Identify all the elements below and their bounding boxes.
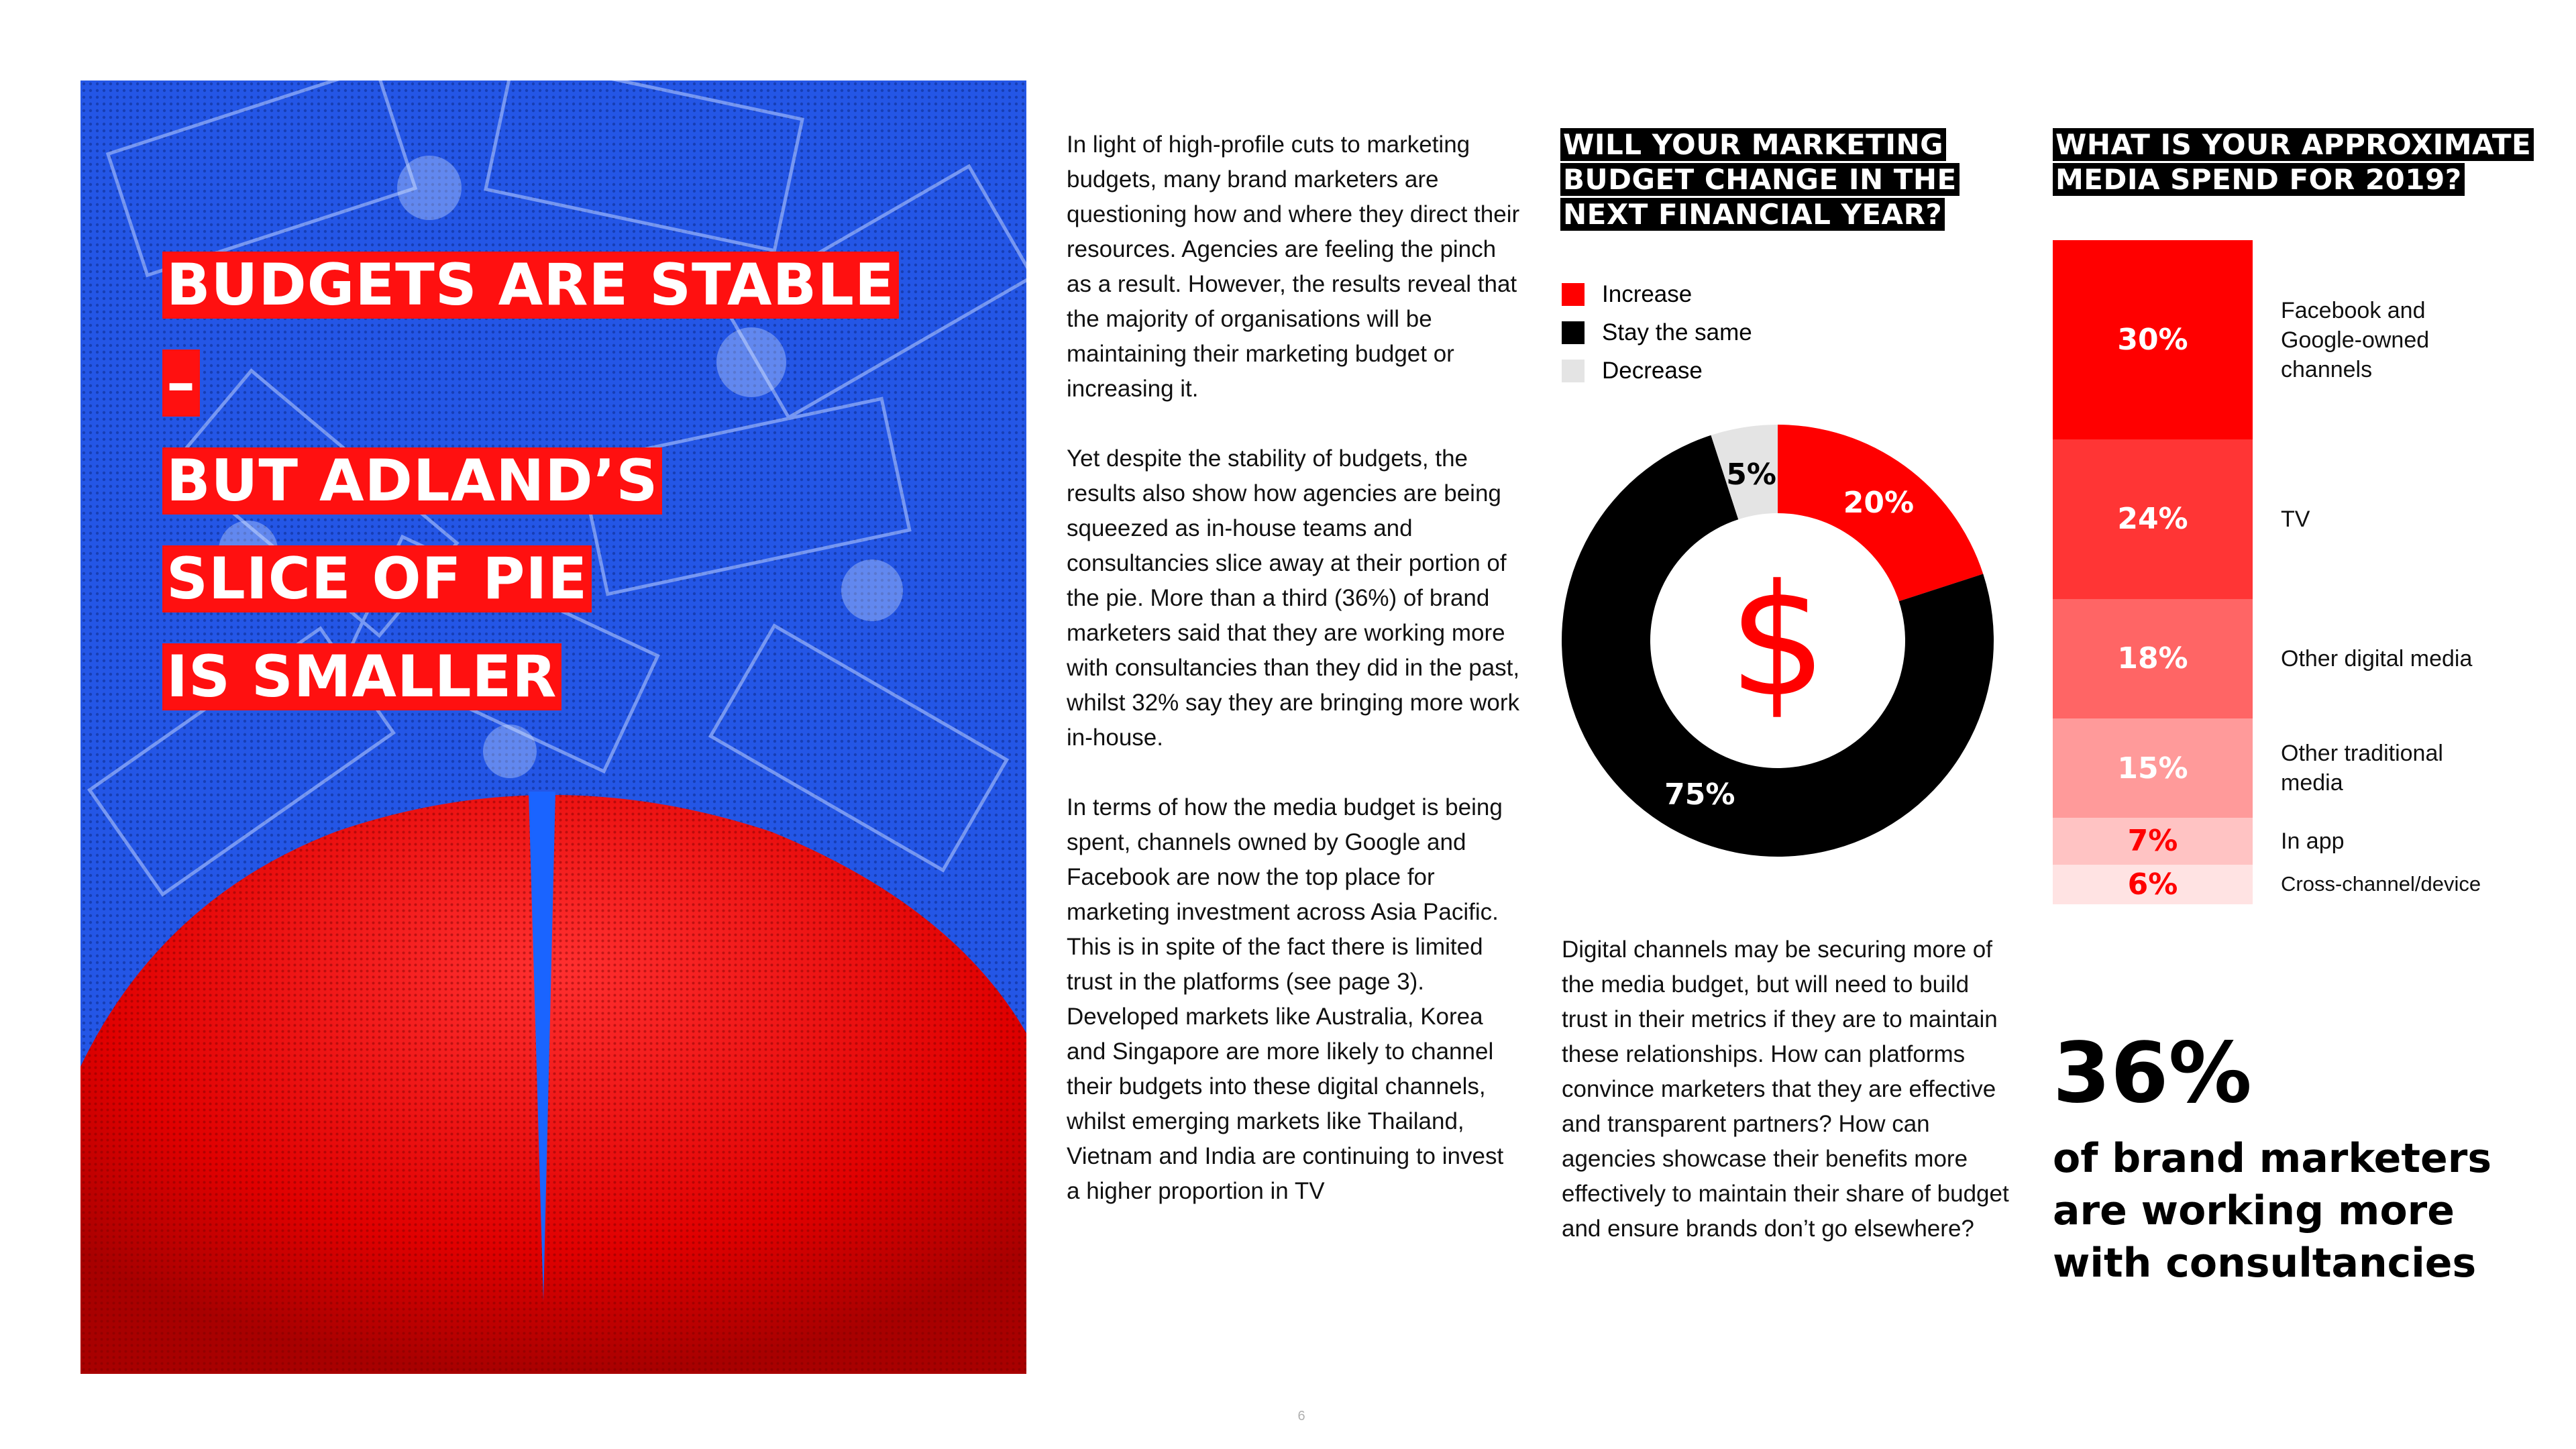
bar-row xyxy=(2053,439,2563,599)
bar-segment: 24% xyxy=(2053,439,2253,599)
media-spend-stacked-bar xyxy=(2053,240,2563,904)
donut-label-decrease: 5% xyxy=(1726,458,1776,492)
donut-legend xyxy=(1562,275,1964,390)
hero-title-line: BUT ADLAND’S xyxy=(162,447,662,515)
body-paragraph: In light of high-profile cuts to marketing budgets, many brand marketers are questioning how and where they direct their resources. Agencies are feeling the pinch as a result. However, the results reveal that the majority of organisations will be maintaining their marketing budget or increasing it. xyxy=(1067,131,1520,402)
media-spend-heading xyxy=(2053,127,2536,197)
bar-category-label: TV xyxy=(2281,506,2310,532)
bar-category-label: Other digital media xyxy=(2281,645,2473,672)
bar-row xyxy=(2053,818,2563,864)
legend-item-decrease xyxy=(1562,352,1964,390)
bar-segment: 18% xyxy=(2053,599,2253,718)
hero-title-line: – xyxy=(162,350,200,417)
hero-image xyxy=(80,80,1026,1374)
legend-item-increase xyxy=(1562,275,1964,313)
legend-item-stay-the-same xyxy=(1562,313,1964,352)
heading-line: WILL YOUR MARKETING xyxy=(1560,128,1946,161)
legend-label: Increase xyxy=(1602,280,1693,307)
stat-value: 36% xyxy=(2053,1025,2252,1122)
body-paragraph: Digital channels may be securing more of the media budget, but will need to build trust in their metrics if they are to maintain these relationships. How can platforms convince marketers that they are effective and transparent partners? How can agencies showcase their benefits more effectively to maintain their share of budget and ensure brands don’t go elsewhere? xyxy=(1562,936,2009,1242)
bar-segment: 6% xyxy=(2053,865,2253,904)
stat-text: of brand marketers are working more with consultancies xyxy=(2053,1135,2492,1287)
legend-label: Decrease xyxy=(1602,357,1703,384)
body-column xyxy=(1067,127,1523,1244)
heading-line: MEDIA SPEND FOR 2019? xyxy=(2053,163,2465,196)
bar-category-label: Other traditional media xyxy=(2281,741,2443,796)
hero-title-line: SLICE OF PIE xyxy=(162,545,592,612)
legend-swatch xyxy=(1562,283,1585,306)
legend-label: Stay the same xyxy=(1602,319,1752,345)
heading-line: WHAT IS YOUR APPROXIMATE xyxy=(2053,128,2534,161)
bar-category-label: Cross-channel/device xyxy=(2281,872,2481,896)
body-paragraph: In terms of how the media budget is being spent, channels owned by Google and Facebook are now the top place for marketing investment across Asia Pacific. This is in spite of the fact there is limited trust in the platforms (see page 3). Developed markets like Australia, Korea and Singapore are more likely to channel their budgets into these digital channels, whilst emerging markets like Thailand, Vietnam and India are continuing to invest a higher proportion in TV xyxy=(1067,794,1504,1204)
page-number: 6 xyxy=(1297,1409,1305,1424)
hero-title-line: BUDGETS ARE STABLE xyxy=(162,252,899,319)
bar-segment: 15% xyxy=(2053,718,2253,818)
bar-category-label: Facebook and Google-owned channels xyxy=(2281,297,2430,382)
donut-label-stay-the-same: 75% xyxy=(1664,777,1735,812)
hero-title-line: IS SMALLER xyxy=(162,643,561,710)
hero-title xyxy=(162,236,934,726)
bar-segment: 7% xyxy=(2053,818,2253,864)
bar-row xyxy=(2053,865,2563,904)
digital-channels-column xyxy=(1562,932,2018,1246)
budget-question-heading xyxy=(1560,127,1990,232)
legend-swatch xyxy=(1562,360,1585,382)
heading-line: BUDGET CHANGE IN THE xyxy=(1560,163,1960,196)
body-paragraph: Yet despite the stability of budgets, the results also show how agencies are being squeezed as in-house teams and consultancies slice away at their portion of the pie. More than a third (36%) of brand marketers said that they are working more with consultancies than they did in the past, whilst 32% say they are bringing more work in-house. xyxy=(1067,445,1520,751)
bar-row xyxy=(2053,240,2563,439)
bar-category-label: In app xyxy=(2281,828,2345,854)
heading-line: NEXT FINANCIAL YEAR? xyxy=(1560,198,1945,231)
bar-segment: 30% xyxy=(2053,240,2253,439)
dollar-icon: $ xyxy=(1728,552,1827,731)
donut-label-increase: 20% xyxy=(1843,485,1915,520)
budget-change-donut-chart xyxy=(1556,419,1999,862)
bar-row xyxy=(2053,599,2563,718)
legend-swatch xyxy=(1562,321,1585,344)
bar-row xyxy=(2053,718,2563,818)
